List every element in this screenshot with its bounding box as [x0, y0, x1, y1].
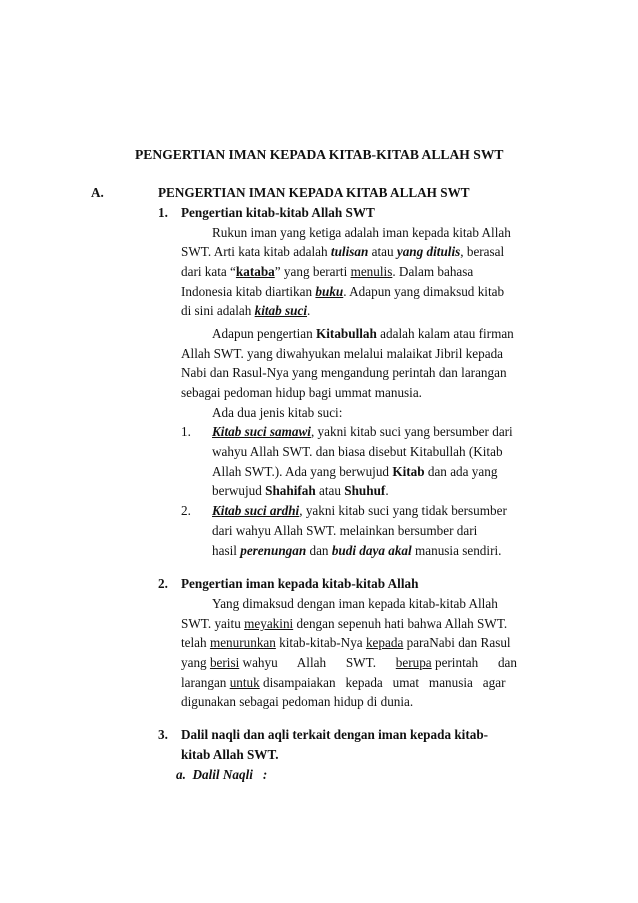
- term-berupa: berupa: [395, 655, 432, 670]
- item2-number: 2.: [181, 503, 191, 518]
- term-kitab-suci-ardhi: Kitab suci ardhi: [212, 503, 300, 518]
- sub2-line3: telah menurunkan kitab-kitab-Nya kepada paraNabi dan Rasul: [181, 635, 511, 650]
- sub1-p2-line4: sebagai pedoman hidup bagi ummat manusia.: [181, 385, 422, 400]
- sub1-p1-line2: SWT. Arti kata kitab adalah tulisan atau yang ditulis, berasal: [181, 244, 505, 259]
- term-perenungan: perenungan: [240, 543, 307, 558]
- sub1-p1-line3: dari kata “kataba” yang berarti menulis. Dalam bahasa: [181, 264, 474, 279]
- document-title: PENGERTIAN IMAN KEPADA KITAB-KITAB ALLAH SWT: [135, 147, 504, 162]
- sub3-item-a: a. Dalil Naqli :: [176, 767, 268, 782]
- sub2-line4: yang berisi wahyu Allah SWT. berupa perintah dan: [181, 655, 517, 670]
- sub1-p3-line1: Ada dua jenis kitab suci:: [212, 405, 343, 420]
- sub2-line1: Yang dimaksud dengan iman kepada kitab-kitab Allah: [212, 596, 498, 611]
- sub2-number: 2.: [158, 576, 168, 591]
- term-meyakini: meyakini: [244, 616, 294, 631]
- item2-line2: dari wahyu Allah SWT. melainkan bersumber dari: [212, 523, 478, 538]
- term-kepada: kepada: [365, 635, 404, 650]
- sub3-number: 3.: [158, 727, 168, 742]
- sub2-line5: larangan untuk disampaiakan kepada umat manusia agar: [181, 675, 506, 690]
- term-budi-daya-akal: budi daya akal: [331, 543, 412, 558]
- item1-line3: Allah SWT.). Ada yang berwujud Kitab dan ada yang: [212, 464, 498, 479]
- item2-line1: Kitab suci ardhi, yakni kitab suci yang tidak bersumber: [212, 503, 507, 518]
- sub2-line2: SWT. yaitu meyakini dengan sepenuh hati bahwa Allah SWT.: [181, 616, 508, 631]
- term-kitab: Kitab: [392, 464, 425, 479]
- sub1-p1-line5: di sini adalah kitab suci.: [181, 303, 311, 318]
- term-kitab-suci-samawi: Kitab suci samawi: [212, 424, 311, 439]
- term-untuk: untuk: [229, 675, 260, 690]
- section-a-marker: A.: [91, 185, 104, 200]
- term-kitabullah: Kitabullah: [316, 326, 377, 341]
- item1-line4: berwujud Shahifah atau Shuhuf.: [212, 483, 389, 498]
- sub1-p2-line3: Nabi dan Rasul-Nya yang mengandung perintah dan larangan: [181, 365, 507, 380]
- sub3-heading-line2: kitab Allah SWT.: [181, 747, 279, 762]
- term-buku: buku: [315, 284, 344, 299]
- term-menulis: menulis: [350, 264, 393, 279]
- sub1-p1-line1: Rukun iman yang ketiga adalah iman kepada kitab Allah: [212, 225, 511, 240]
- sub1-heading: Pengertian kitab-kitab Allah SWT: [181, 205, 375, 220]
- term-tulisan: tulisan: [330, 244, 369, 259]
- item1-number: 1.: [181, 424, 191, 439]
- sub3-heading-line1: Dalil naqli dan aqli terkait dengan iman kepada kitab-: [181, 727, 489, 742]
- term-yang-ditulis: yang ditulis: [396, 244, 461, 259]
- item1-line2: wahyu Allah SWT. dan biasa disebut Kitabullah (Kitab: [212, 444, 503, 459]
- section-a-heading: PENGERTIAN IMAN KEPADA KITAB ALLAH SWT: [158, 185, 470, 200]
- sub1-p1-line4: Indonesia kitab diartikan buku. Adapun yang dimaksud kitab: [181, 284, 505, 299]
- sub1-number: 1.: [158, 205, 168, 220]
- term-shuhuf: Shuhuf: [344, 483, 386, 498]
- term-kitab-suci: kitab suci: [254, 303, 308, 318]
- sub2-heading: Pengertian iman kepada kitab-kitab Allah: [181, 576, 419, 591]
- sub1-p2-line1: Adapun pengertian Kitabullah adalah kalam atau firman: [212, 326, 514, 341]
- term-shahifah: Shahifah: [265, 483, 316, 498]
- term-menurunkan: menurunkan: [209, 635, 276, 650]
- sub1-p2-line2: Allah SWT. yang diwahyukan melalui malaikat Jibril kepada: [181, 346, 504, 361]
- sub2-line6: digunakan sebagai pedoman hidup di dunia.: [181, 694, 414, 709]
- term-berisi: berisi: [209, 655, 240, 670]
- item2-line3: hasil perenungan dan budi daya akal manusia sendiri.: [212, 543, 502, 558]
- term-kataba: kataba: [235, 264, 275, 279]
- item1-line1: Kitab suci samawi, yakni kitab suci yang bersumber dari: [212, 424, 513, 439]
